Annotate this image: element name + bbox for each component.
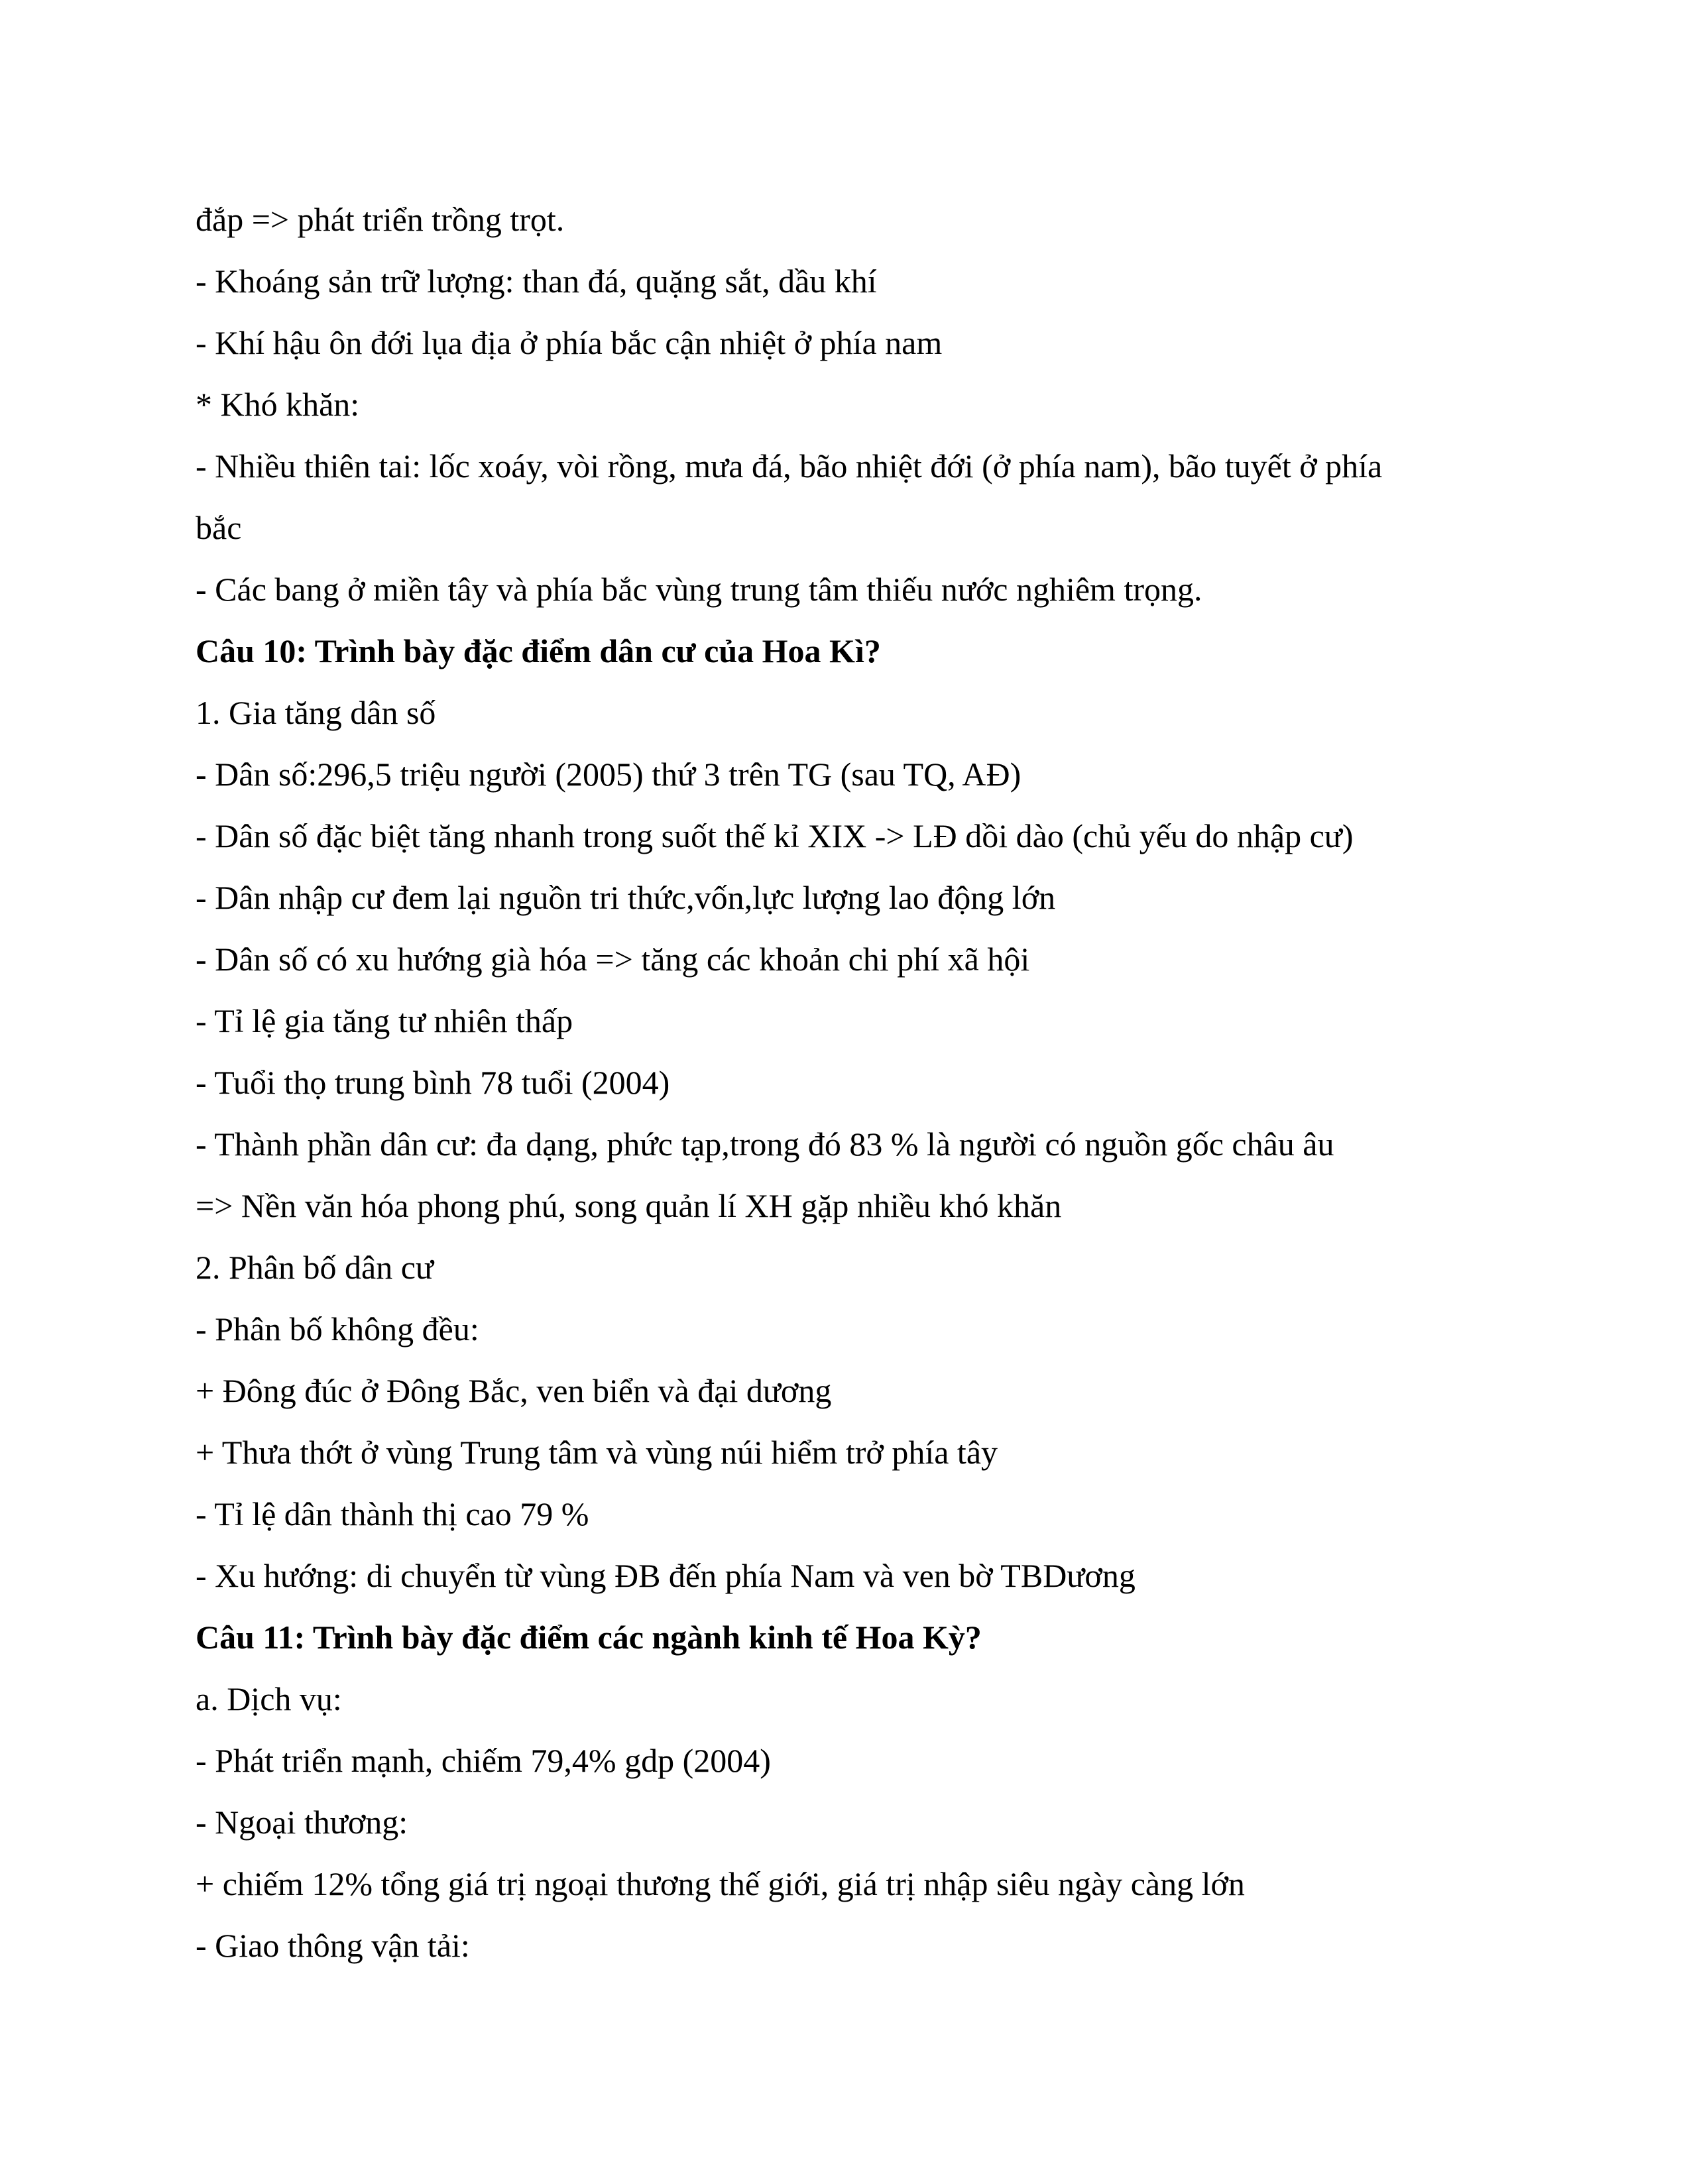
text-line: - Ngoại thương:	[196, 1804, 408, 1841]
question-heading: Câu 10: Trình bày đặc điểm dân cư của Hoa Kì?	[196, 632, 881, 669]
text-line: - Dân nhập cư đem lại nguồn tri thức,vốn,lực lượng lao động lớn	[196, 879, 1056, 916]
text-line: - Tuổi thọ trung bình 78 tuổi (2004)	[196, 1064, 670, 1101]
section-heading: 2. Phân bố dân cư	[196, 1249, 434, 1286]
text-line: - Dân số đặc biệt tăng nhanh trong suốt thế kỉ XIX -> LĐ dồi dào (chủ yếu do nhập cư)	[196, 817, 1354, 854]
text-line: - Phân bố không đều:	[196, 1310, 479, 1348]
text-line: + chiếm 12% tổng giá trị ngoại thương thế giới, giá trị nhập siêu ngày càng lớn	[196, 1865, 1245, 1902]
section-heading: a. Dịch vụ:	[196, 1680, 342, 1717]
text-line: => Nền văn hóa phong phú, song quản lí XH gặp nhiều khó khăn	[196, 1187, 1062, 1224]
text-line: + Đông đúc ở Đông Bắc, ven biển và đại dương	[196, 1372, 832, 1409]
text-line: đắp => phát triển trồng trọt.	[196, 201, 565, 238]
document-body	[196, 189, 1521, 1977]
text-line: - Xu hướng: di chuyển từ vùng ĐB đến phía Nam và ven bờ TBDương	[196, 1557, 1136, 1594]
text-line: - Khoáng sản trữ lượng: than đá, quặng sắt, dầu khí	[196, 262, 877, 300]
text-line: - Giao thông vận tải:	[196, 1927, 470, 1964]
text-line: - Dân số:296,5 triệu người (2005) thứ 3 trên TG (sau TQ, AĐ)	[196, 756, 1021, 793]
text-line: bắc	[196, 509, 242, 546]
section-heading: 1. Gia tăng dân số	[196, 694, 436, 731]
text-line: - Dân số có xu hướng già hóa => tăng các khoản chi phí xã hội	[196, 941, 1030, 978]
text-line: - Thành phần dân cư: đa dạng, phức tạp,trong đó 83 % là người có nguồn gốc châu âu	[196, 1125, 1334, 1163]
question-heading: Câu 11: Trình bày đặc điểm các ngành kinh tế Hoa Kỳ?	[196, 1619, 982, 1656]
text-line: - Tỉ lệ gia tăng tư nhiên thấp	[196, 1002, 573, 1039]
text-line: - Các bang ở miền tây và phía bắc vùng trung tâm thiếu nước nghiêm trọng.	[196, 571, 1202, 608]
text-line: - Phát triển mạnh, chiếm 79,4% gdp (2004)	[196, 1742, 771, 1779]
text-line: - Khí hậu ôn đới lụa địa ở phía bắc cận nhiệt ở phía nam	[196, 324, 943, 361]
text-line: + Thưa thớt ở vùng Trung tâm và vùng núi hiểm trở phía tây	[196, 1434, 998, 1471]
text-line: - Tỉ lệ dân thành thị cao 79 %	[196, 1495, 589, 1532]
text-line: - Nhiều thiên tai: lốc xoáy, vòi rồng, mưa đá, bão nhiệt đới (ở phía nam), bão tuyết ở phía	[196, 447, 1383, 485]
text-line: * Khó khăn:	[196, 386, 360, 423]
